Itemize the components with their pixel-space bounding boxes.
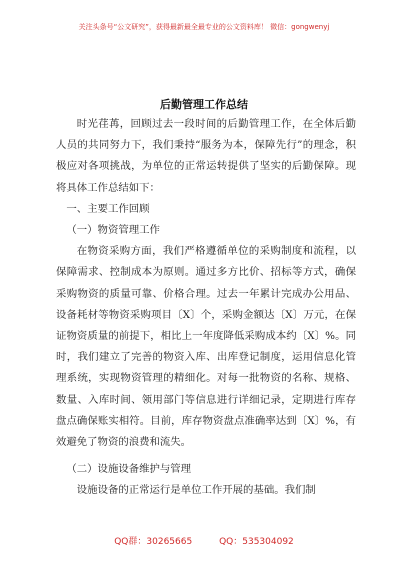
intro-paragraph: 时光荏苒，回顾过去一段时间的后勤管理工作，在全体后勤人员的共同努力下，我们秉持“服务为本，保障先行”的理念，积极应对各项挑战，为单位的正常运转提供了坚实的后勤保障。现将具体工作总结如下：: [56, 118, 356, 194]
facility-maintenance-paragraph: 设施设备的正常运行是单位工作开展的基础。我们制: [76, 484, 316, 497]
subheading-material-management: （一）物资管理工作: [66, 224, 160, 237]
footer-contact: [0, 534, 408, 547]
subheading-facility-maintenance: （二）设施设备维护与管理: [66, 463, 192, 476]
footer-qq-number: QQ：535304092: [219, 537, 294, 547]
material-management-paragraph: 在物资采购方面，我们严格遵循单位的采购制度和流程，以保障需求、控制成本为原则。通过多方比价、招标等方式，确保采购物资的质量可靠、价格合理。过去一年累计完成办公用品、设备耗材等物资采购项目〔X〕个，采购金额达〔X〕万元，在保证物资质量的前提下，相比上一年度降低采购成本约〔X〕%。同时，我们建立了完善的物资入库、出库登记制度，运用信息化管理系统，实现物资管理的精细化。对每一批物资的名称、规格、数量、入库时间、领用部门等信息进行详细记录，定期进行库存盘点确保账实相符。目前，库存物资盘点准确率达到〔X〕%，有效避免了物资的浪费和流失。: [56, 245, 356, 449]
footer-qq-group: QQ群：30265665: [114, 537, 193, 547]
document-body: [56, 114, 356, 502]
header-banner: 关注头条号“公文研究”，获得最新最全最专业的公文资料库！ 微信：gongwenyj: [78, 23, 330, 31]
document-title: 后勤管理工作总结: [160, 98, 248, 111]
section-heading-main-review: 一、主要工作回顾: [66, 202, 150, 215]
